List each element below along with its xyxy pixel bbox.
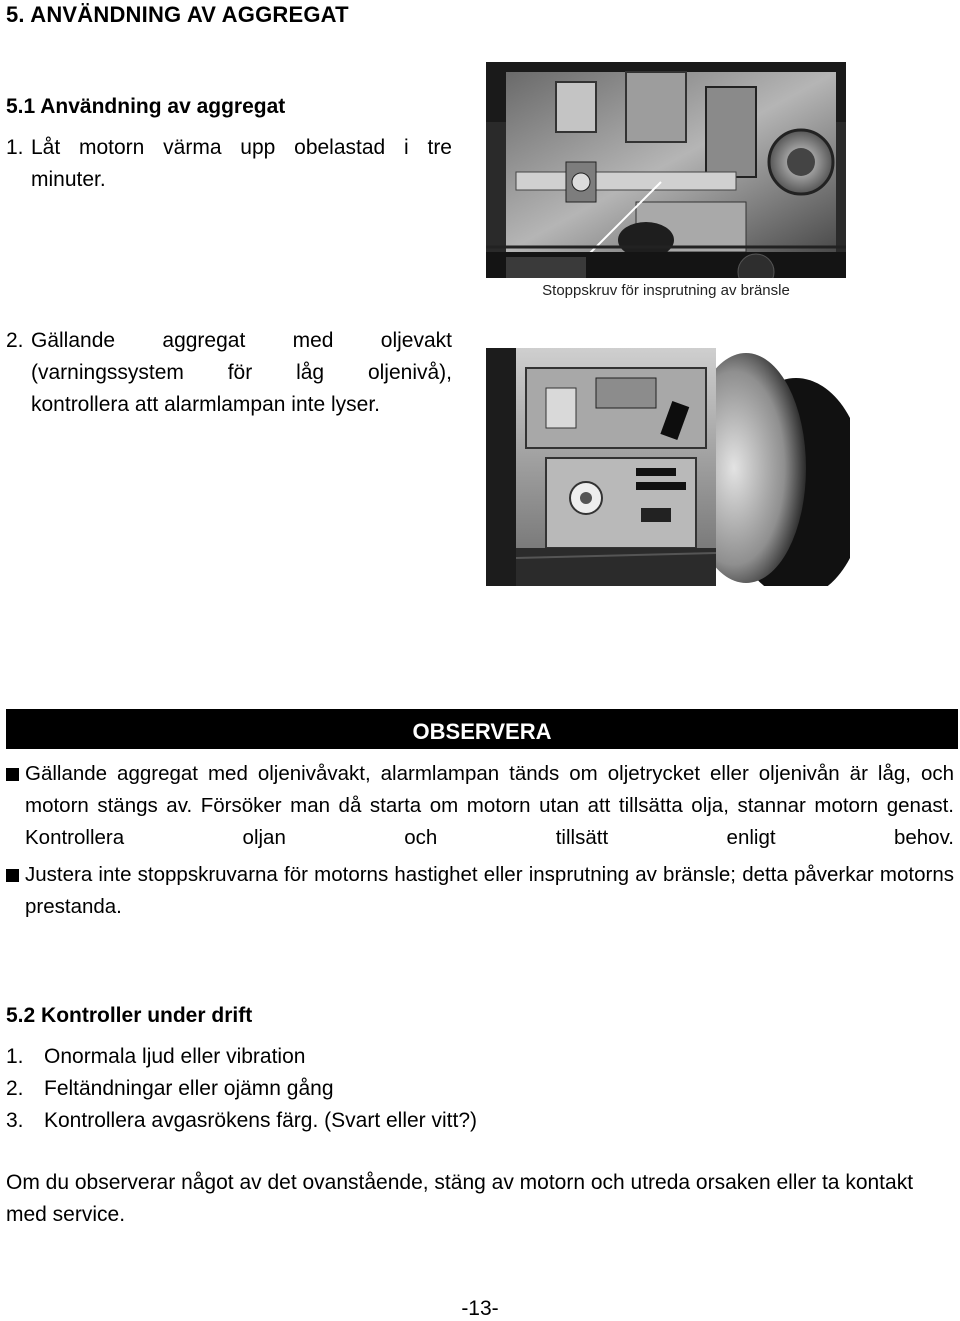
step-1-line-2: minuter. [31,168,106,191]
page-number: -13- [461,1297,499,1320]
section-5-1-title: 5.1 Användning av aggregat [6,95,286,118]
page-heading: 5. ANVÄNDNING AV AGGREGAT [6,2,349,27]
list-item-text: Onormala ljud eller vibration [44,1045,306,1068]
list-item-number: 2. [6,1077,24,1100]
step-1-number: 1. [6,136,24,159]
closing-paragraph: Om du observerar något av det ovanstående, stäng av motorn och utreda orsaken eller ta kontakt med service. [6,1171,914,1226]
list-item [6,1041,477,1073]
observera-note-1 [6,758,954,854]
list-item-number: 3. [6,1109,24,1132]
list-item [6,1073,477,1105]
bullet-square-icon [6,768,19,781]
step-2-line-2: (varningssystem för låg oljenivå), [31,361,452,384]
list-item-text: Kontrollera avgasrökens färg. (Svart eller vitt?) [44,1109,478,1132]
step-1 [6,132,452,196]
list-item-number: 1. [6,1045,24,1068]
observera-banner: OBSERVERA [6,709,958,749]
engine-photo-stop-screw [486,62,846,302]
step-2-line-1: Gällande aggregat med oljevakt [31,329,452,352]
observera-note-2-text: Justera inte stoppskruvarna för motorns hastighet eller insprutning av bränsle; detta påverkar motorns prestanda. [25,863,954,918]
list-item [6,1105,477,1137]
engine-photo-oil-alarm [486,348,850,586]
bullet-square-icon [6,869,19,882]
step-2 [6,325,452,421]
step-2-number: 2. [6,329,24,352]
observera-note-1-text: Gällande aggregat med oljenivåvakt, alarmlampan tänds om oljetrycket eller oljenivån är låg, och motorn stängs av. Försöker man då starta om motorn utan att tillsätta olja, stannar motorn genast. Kontrollera oljan och tillsätt enligt behov. [25,762,954,849]
step-2-line-3: kontrollera att alarmlampan inte lyser. [31,393,380,416]
observera-note-2 [6,859,954,923]
photo-1-caption: Stoppskruv för insprutning av bränsle [486,278,846,304]
list-item-text: Feltändningar eller ojämn gång [44,1077,334,1100]
section-5-2-title: 5.2 Kontroller under drift [6,1004,253,1027]
check-list [6,1041,477,1137]
step-1-line-1: Låt motorn värma upp obelastad i tre [31,136,452,159]
